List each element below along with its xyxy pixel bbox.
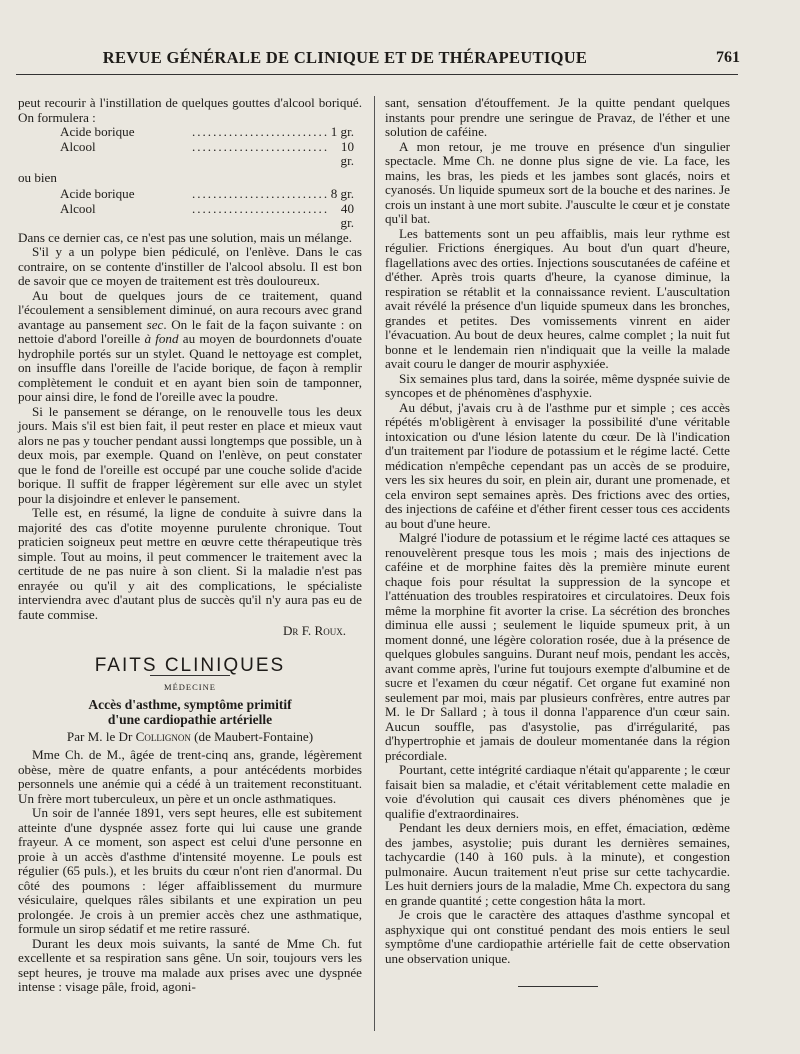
- paragraph: Mme Ch. de M., âgée de trent-cinq ans, grande, légèrement obèse, mère de quatre enfants, a pour antécédents morbides personnels une anémie qui a cédé à un traitement reconstituant. Un frère mort tuberculeux, un père et un oncle asthmatiques.: [18, 747, 362, 806]
- formula-line: [18, 125, 362, 140]
- ou-bien-label: ou bien: [18, 169, 57, 185]
- paragraph: Un soir de l'année 1891, vers sept heures, elle est subitement atteinte d'une dyspnée assez forte qui lui cause une grande frayeur. A ce moment, son aspect est celui d'une personne en proie à un accès d'asthme d'intensité moyenne. Le pouls est régulier (65 puls.), et les bruits du cœur n'ont rien d'anormal. Du côté des poumons : léger affaiblissement du murmure vésiculaire, quelques râles sibilants et une expiration un peu prolongée. Je crois à un premier accès chez une asthmatique, formule un sirop sédatif et me retire rassuré.: [18, 805, 362, 936]
- ingredient-name: Alcool: [60, 200, 96, 216]
- page-number: 761: [716, 49, 740, 66]
- end-rule: [518, 986, 598, 987]
- ingredient-quantity: 40 gr.: [340, 200, 354, 230]
- running-header: [20, 44, 740, 72]
- column-divider: [374, 96, 375, 1031]
- paragraph: Si le pansement se dérange, on le renouvelle tous les deux jours. Mais s'il est bien fait, il peut rester en place et mieux vaut alors ne pas y toucher pendant aussi longtemps que possible, un à deux mois, par exemple. Quand on l'enlève, on peut constater que le fond de l'oreille est occupé par une couche solide d'acide borique. Il suffit de frapper légèrement sur elle avec un stylet pour la disjoindre et enlever le pansement.: [18, 403, 362, 506]
- byline: [18, 730, 362, 745]
- formula-line: [18, 187, 362, 202]
- article-title-line: d'une cardiopathie artérielle: [107, 711, 273, 727]
- paragraph: S'il y a un polype bien pédiculé, on l'enlève. Dans le cas contraire, on se contente d'instiller de l'alcool absolu. Il est bon de savoir que ce moyen de traitement est très douloureux.: [18, 244, 362, 288]
- author-location: (de Maubert-Fontaine): [190, 728, 314, 744]
- formula-line: [18, 202, 362, 231]
- author-name: Collignon: [135, 728, 191, 744]
- paragraph: sant, sensation d'étouffement. Je la quitte pendant quelques instants pour prendre une seringue de Pravaz, de l'éther et une solution de caféine.: [385, 95, 730, 139]
- paragraph: Au début, j'avais cru à de l'asthme pur et simple ; ces accès répétés m'obligèrent à envisager la possibilité d'une véritable intoxication ou d'une lésion latente du cœur. De là l'indication d'un traitement par l'iodure de potassium et le régime lacté. Cette médication n'empêche cependant pas un accès de se produire, vers les six heures du soir, en plein air, durant une promenade, et cela environ sept semaines après. Des frictions avec des orties, des injections de caféine et d'éther firent cesser tous ces accidents au bout d'une heure.: [385, 399, 730, 531]
- leader-dots: ..........................: [191, 138, 330, 154]
- formula-line: [18, 140, 362, 169]
- paragraph: Dans ce dernier cas, ce n'est pas une solution, mais un mélange.: [18, 229, 352, 245]
- paragraph: Malgré l'iodure de potassium et le régime lacté ces attaques se renouvelèrent presque tous les mois ; mais des injections de caféine et de morphine faites dès la première minute eurent chaque fois pour résultat la suppression de la syncope et l'atténuation des troubles respiratoires et circulatoires. Deux fois même la morphine fit avorter la crise. La sécrétion des bronches diminua elle aussi ; seulement le liquide spumeux prit, à un moment donné, une légère coloration rosée, due à la présence de quelques globules sanguins. Durant neuf mois, pendant les accès, avant comme après, l'urine fut toujours exempte d'albumine et de sucre et l'examen du cœur négatif. Cet organe fut examiné non seulement par moi, mais par plusieurs confrères, entre autres par M. le Dr Sallard ; à tous il donna l'apparence d'un cœur sain. Aucun souffle, pas d'asystolie, pas d'irrégularité, pas d'hypertrophie et jamais de douleur momentanée dans la région précordiale.: [385, 530, 730, 763]
- byline-prefix: Par M. le Dr: [66, 728, 136, 744]
- article-title-line: Accès d'asthme, symptôme primitif: [88, 696, 292, 712]
- text-run: . On le fait de la façon suivante : on nettoie d'abord l'oreille: [18, 316, 362, 346]
- paragraph: Six semaines plus tard, dans la soirée, même dyspnée suivie de syncopes et de phénomènes d'asphyxie.: [385, 370, 730, 400]
- ingredient-name: Acide borique: [60, 186, 135, 201]
- subsection-label: MÉDECINE: [164, 682, 216, 692]
- ingredient-quantity: 1 gr.: [330, 124, 354, 139]
- leader-dots: ..........................: [191, 200, 330, 216]
- paragraph: Pourtant, cette intégrité cardiaque n'était qu'apparente ; le cœur faisait bien sa maladie, et c'était véritablement cette maladie en voie d'évolution qui causait ces divers phénomènes que je qualifie d'extraordinaires.: [385, 762, 730, 821]
- right-column: [385, 96, 730, 987]
- leader-dots: ..........................: [191, 186, 330, 201]
- ingredient-quantity: 10 gr.: [340, 138, 354, 168]
- paragraph: Les battements sont un peu affaiblis, mais leur rythme est régulier. Frictions énergiques. Au bout d'un quart d'heure, flagellations avec des orties. Injections souscutanées de caféine et d'éther. Après trois quarts d'heure, la cyanose diminue, la respiration se rétablit et la connaissance revient. L'auscultation avait révélé la présence d'un liquide spumeux dans les bronches, grandes et petites. Des vomissements vinrent en aider l'évacuation. Au bout de deux heures, calme complet ; la nuit fut bonne et le lendemain rien n'indiquait que la veille la malade avait couru le danger de mourir asphyxiée.: [385, 225, 730, 371]
- paragraph: A mon retour, je me trouve en présence d'un singulier spectacle. Mme Ch. ne donne plus signe de vie. La face, les mains, les bras, les pieds et les jambes sont glacés, noirs et cyanosés. Un liquide spumeux sort de la bouche et des narines. Je crois un instant à une mort subite. J'ausculte le cœur et je constate qu'il bat.: [385, 138, 730, 226]
- author-signature: Dr F. Roux.: [282, 623, 346, 638]
- text-run: au moyen de bourdonnets d'ouate hydrophile portés sur un stylet. Quand le nettoyage est complet, on insuffle dans l'oreille de l'acide borique, de façon à remplir complètement le conduit et en ayant bien soin de tamponner, pour ainsi dire, le fond de l'oreille avec la poudre.: [18, 331, 362, 404]
- header-rule: [16, 74, 738, 75]
- paragraph: Je crois que le caractère des attaques d'asthme syncopal et asphyxique qui ont constitué pendant des mois entiers le seul symptôme d'une cardiopathie artérielle fait de cette observation une observation unique.: [385, 907, 730, 966]
- ingredient-name: Alcool: [60, 138, 96, 154]
- leader-dots: ..........................: [191, 124, 330, 139]
- paragraph: peut recourir à l'instillation de quelques gouttes d'alcool boriqué. On formulera :: [18, 95, 362, 125]
- paragraph: Durant les deux mois suivants, la santé de Mme Ch. fut excellente et sa respiration sans gêne. Un soir, toujours vers les sept heures, je trouve ma malade aux prises avec une dyspnée intense : visage pâle, froid, agoni-: [18, 935, 362, 994]
- italic-text: sec: [146, 316, 164, 332]
- paragraph: [18, 289, 362, 405]
- text-run: Au bout de quelques jours de ce traitement, quand l'écoulement a sensiblement diminué, on aura recours avec grand avantage au pansement: [18, 287, 362, 332]
- paragraph: Pendant les deux derniers mois, en effet, émaciation, œdème des jambes, asystolie; puis durant les dernières semaines, tachycardie (140 à 160 puls. à la minute), et congestion pulmonaire. Aucun traitement n'eut prise sur cette tachycardie. Les huit derniers jours de la maladie, Mme Ch. expectora du sang en grande quantité ; cette congestion hâta la mort.: [385, 820, 730, 908]
- ingredient-name: Acide borique: [60, 124, 135, 139]
- paragraph: Telle est, en résumé, la ligne de conduite à suivre dans la majorité des cas d'otite moyenne purulente chronique. Tout praticien soigneux peut mettre en œuvre cette thérapeutique très simple. Tout au moins, il peut commencer le traitement avec la certitude de ne pas nuire à son client. Si la maladie n'est pas enrayée ou qu'il y ait des complications, le spécialiste interviendra avec d'autant plus de succès qu'il n'y aura pas eu de faute commise.: [18, 505, 362, 622]
- article-title: [18, 697, 362, 727]
- journal-title: REVUE GÉNÉRALE DE CLINIQUE ET DE THÉRAPEUTIQUE: [102, 48, 588, 67]
- ingredient-quantity: 8 gr.: [330, 186, 354, 201]
- italic-text: à fond: [144, 331, 179, 346]
- section-title: FAITS CLINIQUES: [94, 654, 286, 676]
- left-column: [18, 96, 362, 995]
